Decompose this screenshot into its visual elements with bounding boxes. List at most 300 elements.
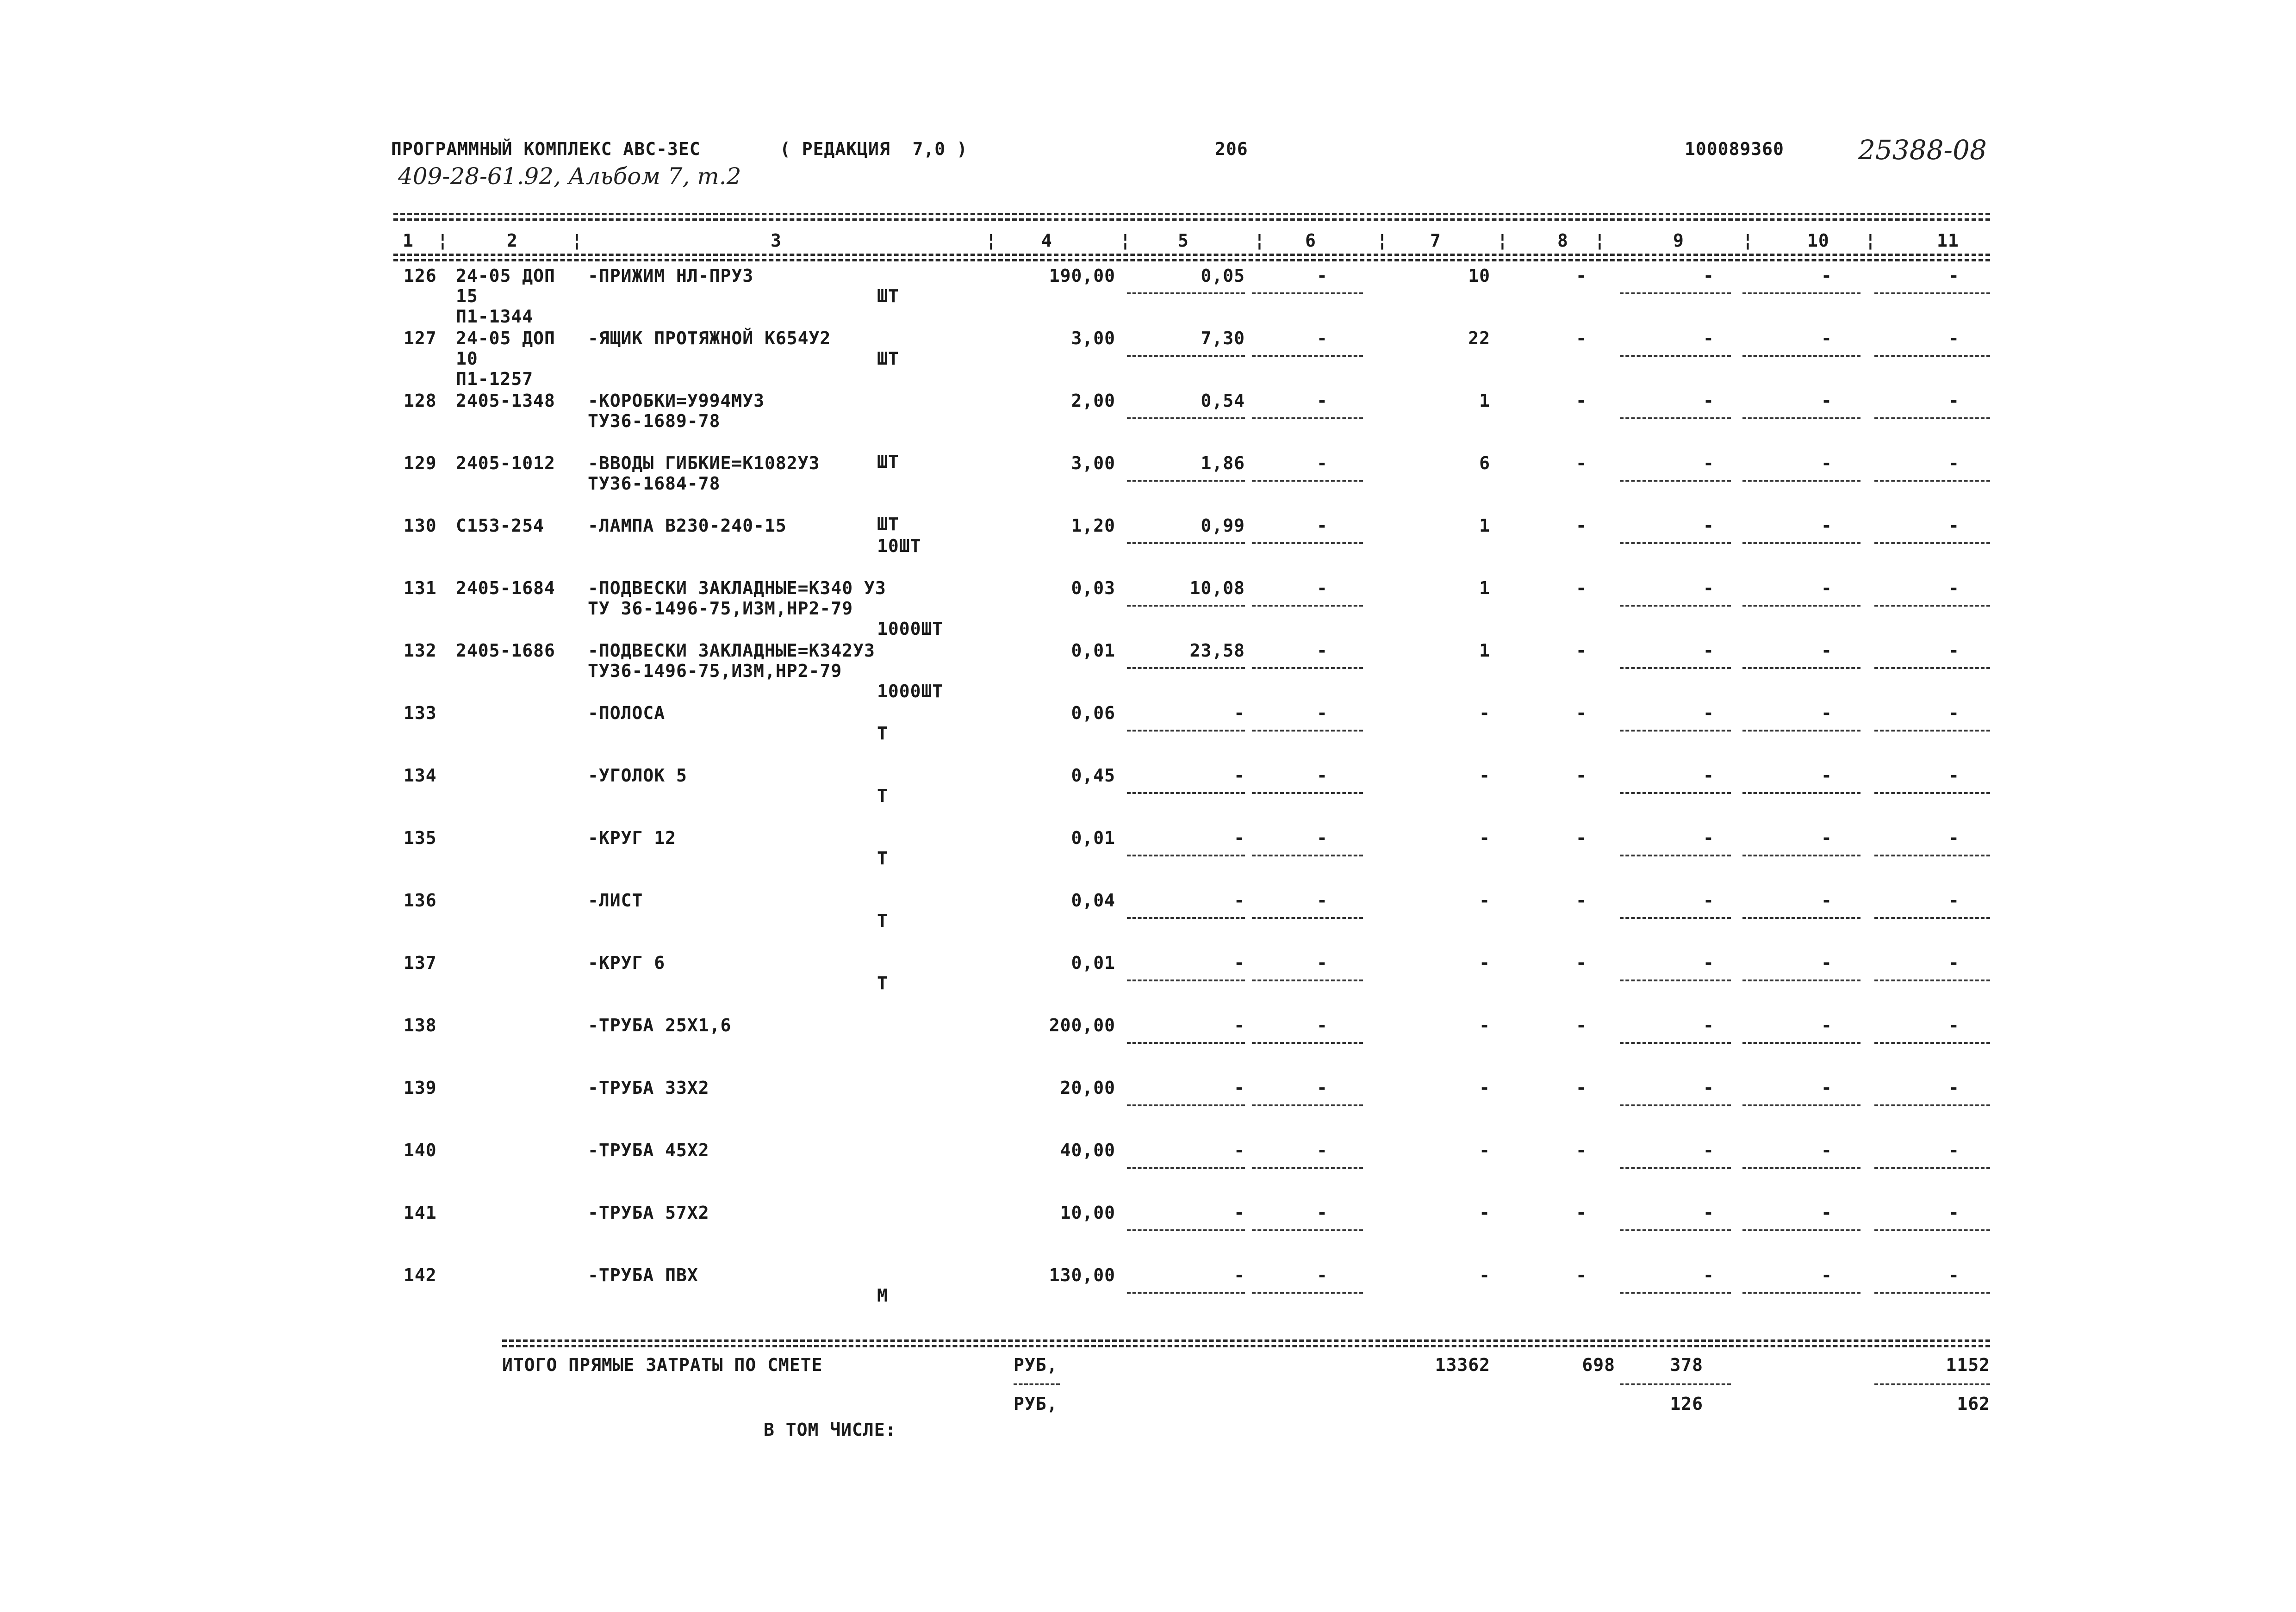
column-separator: ¦: [1594, 230, 1605, 251]
totals-subrule-9: [1620, 1383, 1731, 1385]
col-7-value: -: [1479, 1140, 1490, 1160]
row-rule-col9: [1620, 1104, 1731, 1106]
quantity: 3,00: [1071, 453, 1115, 473]
col-6-value: -: [1317, 828, 1328, 848]
col-10-value: -: [1821, 328, 1832, 348]
col-11-value: -: [1948, 578, 1960, 598]
col-10-value: -: [1821, 890, 1832, 911]
col-7-value: 1: [1479, 640, 1490, 661]
col-10-value: -: [1821, 453, 1832, 473]
row-rule-price: [1127, 730, 1245, 732]
row-rule-col9: [1620, 292, 1731, 294]
row-rule-col10: [1742, 292, 1860, 294]
col-7-value: 10: [1468, 266, 1490, 286]
resource-code: 2405-1684: [456, 578, 555, 598]
row-rule-col11: [1874, 792, 1990, 794]
page-number: 206: [1215, 139, 1248, 159]
quantity: 0,04: [1071, 890, 1115, 911]
unit-price: 0,54: [1201, 391, 1245, 411]
col-11-value: -: [1948, 328, 1960, 348]
col-7-value: -: [1479, 1203, 1490, 1223]
col-6-value: -: [1317, 328, 1328, 348]
resource-code: 15: [456, 286, 478, 306]
quantity: 10,00: [1060, 1203, 1115, 1223]
resource-code: С153-254: [456, 515, 545, 536]
row-rule-col6: [1252, 667, 1363, 669]
row-rule-price: [1127, 480, 1245, 482]
col-7-value: 1: [1479, 391, 1490, 411]
col-8-value: -: [1576, 765, 1587, 786]
col-11-value: -: [1948, 1015, 1960, 1035]
col-9-value: -: [1703, 1140, 1714, 1160]
col-6-value: -: [1317, 578, 1328, 598]
resource-name: -ЛАМПА В230-240-15: [588, 515, 787, 536]
row-rule-price: [1127, 355, 1245, 357]
col-6-value: -: [1317, 890, 1328, 911]
unit-of-measure: Т: [877, 911, 888, 931]
column-header-11: 11: [1937, 230, 1959, 251]
row-rule-col10: [1742, 1292, 1860, 1294]
quantity: 3,00: [1071, 328, 1115, 348]
resource-name: -КОРОБКИ=У994МУ3: [588, 391, 765, 411]
resource-name: ТУ36-1684-78: [588, 473, 721, 494]
col-10-value: -: [1821, 953, 1832, 973]
col-11-value: -: [1948, 765, 1960, 786]
col-6-value: -: [1317, 1203, 1328, 1223]
col-9-value: -: [1703, 828, 1714, 848]
resource-code: П1-1257: [456, 369, 534, 389]
unit-price: -: [1234, 1078, 1245, 1098]
col-8-value: -: [1576, 266, 1587, 286]
column-separator: ¦: [1497, 230, 1508, 251]
col-10-value: -: [1821, 1265, 1832, 1285]
row-rule-col10: [1742, 730, 1860, 732]
resource-name: -ЛИСТ: [588, 890, 643, 911]
row-rule-col11: [1874, 1167, 1990, 1169]
col-10-value: -: [1821, 266, 1832, 286]
column-header-1: 1: [403, 230, 414, 251]
row-rule-col10: [1742, 417, 1860, 419]
row-rule-col11: [1874, 855, 1990, 856]
column-header-8: 8: [1557, 230, 1568, 251]
col-6-value: -: [1317, 1265, 1328, 1285]
unit-of-measure: ШТ: [877, 514, 899, 534]
unit-of-measure: 1000ШТ: [877, 681, 944, 701]
col-10-value: -: [1821, 391, 1832, 411]
unit-price: 0,05: [1201, 266, 1245, 286]
col-8-value: -: [1576, 1015, 1587, 1035]
col-8-value: -: [1576, 1078, 1587, 1098]
unit-price: -: [1234, 1140, 1245, 1160]
totals-subrule-unit: [1014, 1383, 1060, 1385]
quantity: 20,00: [1060, 1078, 1115, 1098]
totals-col-7: 13362: [1435, 1355, 1490, 1375]
column-header-2: 2: [507, 230, 518, 251]
resource-name: -ВВОДЫ ГИБКИЕ=К1082У3: [588, 453, 820, 473]
unit-of-measure: Т: [877, 786, 888, 806]
col-6-value: -: [1317, 703, 1328, 723]
column-separator: ¦: [1865, 230, 1876, 251]
col-11-value: -: [1948, 1265, 1960, 1285]
row-rule-col10: [1742, 480, 1860, 482]
row-rule-col6: [1252, 605, 1363, 607]
row-rule-col9: [1620, 542, 1731, 544]
col-10-value: -: [1821, 1078, 1832, 1098]
row-number: 131: [404, 578, 437, 598]
unit-of-measure: ШТ: [877, 452, 899, 472]
quantity: 200,00: [1049, 1015, 1115, 1035]
unit-of-measure: ШТ: [877, 348, 899, 369]
quantity: 130,00: [1049, 1265, 1115, 1285]
row-rule-price: [1127, 417, 1245, 419]
row-rule-price: [1127, 1167, 1245, 1169]
row-rule-col11: [1874, 1292, 1990, 1294]
row-rule-col9: [1620, 417, 1731, 419]
col-6-value: -: [1317, 1015, 1328, 1035]
row-rule-col11: [1874, 1104, 1990, 1106]
col-7-value: -: [1479, 1265, 1490, 1285]
row-rule-col10: [1742, 855, 1860, 856]
quantity: 0,01: [1071, 828, 1115, 848]
row-rule-price: [1127, 980, 1245, 981]
unit-price: 0,99: [1201, 515, 1245, 536]
column-separator: ¦: [1742, 230, 1754, 251]
row-rule-col9: [1620, 1292, 1731, 1294]
col-7-value: -: [1479, 890, 1490, 911]
totals-label: ИТОГО ПРЯМЫЕ ЗАТРАТЫ ПО СМЕТЕ: [502, 1355, 823, 1375]
row-number: 140: [404, 1140, 437, 1160]
col-7-value: -: [1479, 953, 1490, 973]
col-9-value: -: [1703, 328, 1714, 348]
edition-label: ( РЕДАКЦИЯ 7,0 ): [780, 139, 968, 159]
row-rule-col9: [1620, 605, 1731, 607]
resource-code: 10: [456, 348, 478, 369]
col-9-value: -: [1703, 515, 1714, 536]
totals-rule-2: [502, 1345, 1990, 1347]
row-rule-col6: [1252, 1229, 1363, 1231]
document-code: 100089360: [1685, 139, 1784, 159]
col-10-value: -: [1821, 828, 1832, 848]
col-7-value: 1: [1479, 578, 1490, 598]
row-rule-col9: [1620, 667, 1731, 669]
col-11-value: -: [1948, 640, 1960, 661]
row-rule-col6: [1252, 792, 1363, 794]
row-rule-price: [1127, 1042, 1245, 1044]
col-9-value: -: [1703, 765, 1714, 786]
totals-unit-1: РУБ,: [1014, 1355, 1058, 1375]
row-rule-col6: [1252, 980, 1363, 981]
header-bottom-rule-2: [393, 259, 1990, 261]
unit-price: -: [1234, 1015, 1245, 1035]
col-8-value: -: [1576, 890, 1587, 911]
quantity: 40,00: [1060, 1140, 1115, 1160]
col-7-value: -: [1479, 1078, 1490, 1098]
row-rule-col10: [1742, 1042, 1860, 1044]
col-11-value: -: [1948, 828, 1960, 848]
row-rule-price: [1127, 1229, 1245, 1231]
resource-name: -КРУГ 6: [588, 953, 666, 973]
row-rule-col6: [1252, 730, 1363, 732]
row-number: 128: [404, 391, 437, 411]
col-10-value: -: [1821, 1015, 1832, 1035]
totals-col-8: 698: [1582, 1355, 1615, 1375]
row-rule-col10: [1742, 605, 1860, 607]
row-rule-col10: [1742, 542, 1860, 544]
col-9-value: -: [1703, 703, 1714, 723]
row-number: 142: [404, 1265, 437, 1285]
col-11-value: -: [1948, 266, 1960, 286]
col-8-value: -: [1576, 953, 1587, 973]
row-rule-col6: [1252, 542, 1363, 544]
row-rule-col10: [1742, 355, 1860, 357]
col-8-value: -: [1576, 828, 1587, 848]
header-top-rule: [393, 213, 1990, 215]
row-rule-col9: [1620, 1042, 1731, 1044]
col-8-value: -: [1576, 1203, 1587, 1223]
row-number: 135: [404, 828, 437, 848]
totals-rule: [502, 1339, 1990, 1342]
resource-name: ТУ 36-1496-75,ИЗМ,НР2-79: [588, 598, 853, 619]
row-number: 136: [404, 890, 437, 911]
col-9-value: -: [1703, 1078, 1714, 1098]
row-rule-col9: [1620, 355, 1731, 357]
row-number: 138: [404, 1015, 437, 1035]
col-9-value: -: [1703, 953, 1714, 973]
row-rule-col10: [1742, 792, 1860, 794]
resource-name: -КРУГ 12: [588, 828, 677, 848]
col-7-value: -: [1479, 828, 1490, 848]
row-rule-price: [1127, 855, 1245, 856]
row-rule-col6: [1252, 1167, 1363, 1169]
row-rule-col9: [1620, 792, 1731, 794]
col-9-value: -: [1703, 578, 1714, 598]
unit-price: 1,86: [1201, 453, 1245, 473]
col-7-value: 6: [1479, 453, 1490, 473]
col-9-value: -: [1703, 453, 1714, 473]
row-rule-col6: [1252, 417, 1363, 419]
resource-name: -ТРУБА 25Х1,6: [588, 1015, 732, 1035]
unit-of-measure: Т: [877, 848, 888, 868]
col-9-value: -: [1703, 1203, 1714, 1223]
col-9-value: -: [1703, 890, 1714, 911]
row-rule-col11: [1874, 667, 1990, 669]
unit-price: -: [1234, 1265, 1245, 1285]
totals-col-11: 1152: [1946, 1355, 1990, 1375]
row-rule-col9: [1620, 980, 1731, 981]
row-rule-col11: [1874, 292, 1990, 294]
col-7-value: -: [1479, 765, 1490, 786]
resource-code: 2405-1348: [456, 391, 555, 411]
column-header-3: 3: [771, 230, 782, 251]
column-separator: ¦: [437, 230, 448, 251]
row-rule-col6: [1252, 1104, 1363, 1106]
resource-name: -ПОЛОСА: [588, 703, 666, 723]
unit-price: -: [1234, 1203, 1245, 1223]
row-rule-col9: [1620, 917, 1731, 919]
col-6-value: -: [1317, 640, 1328, 661]
row-rule-col11: [1874, 980, 1990, 981]
row-number: 127: [404, 328, 437, 348]
row-rule-col10: [1742, 667, 1860, 669]
totals-col-9: 378: [1670, 1355, 1703, 1375]
row-rule-col10: [1742, 1167, 1860, 1169]
row-rule-col9: [1620, 1167, 1731, 1169]
col-9-value: -: [1703, 640, 1714, 661]
totals-col-9-second: 126: [1670, 1394, 1703, 1414]
row-rule-col11: [1874, 917, 1990, 919]
col-7-value: -: [1479, 703, 1490, 723]
row-rule-col10: [1742, 1104, 1860, 1106]
quantity: 190,00: [1049, 266, 1115, 286]
row-rule-col6: [1252, 480, 1363, 482]
row-rule-price: [1127, 292, 1245, 294]
row-rule-col9: [1620, 480, 1731, 482]
col-10-value: -: [1821, 640, 1832, 661]
row-rule-col11: [1874, 480, 1990, 482]
column-header-4: 4: [1041, 230, 1052, 251]
column-separator: ¦: [572, 230, 583, 251]
col-10-value: -: [1821, 703, 1832, 723]
row-rule-col11: [1874, 1042, 1990, 1044]
col-6-value: -: [1317, 1140, 1328, 1160]
resource-name: -ТРУБА 33Х2: [588, 1078, 709, 1098]
resource-name: -ПРИЖИМ НЛ-ПРУЗ: [588, 266, 754, 286]
handwritten-stamp: 25388-08: [1858, 134, 1987, 166]
row-number: 129: [404, 453, 437, 473]
col-10-value: -: [1821, 1140, 1832, 1160]
column-header-9: 9: [1673, 230, 1684, 251]
col-10-value: -: [1821, 1203, 1832, 1223]
col-10-value: -: [1821, 578, 1832, 598]
unit-of-measure: Т: [877, 723, 888, 744]
row-number: 130: [404, 515, 437, 536]
col-8-value: -: [1576, 515, 1587, 536]
col-8-value: -: [1576, 1140, 1587, 1160]
resource-code: 2405-1686: [456, 640, 555, 661]
resource-name: -ТРУБА 45Х2: [588, 1140, 709, 1160]
col-8-value: -: [1576, 453, 1587, 473]
quantity: 0,45: [1071, 765, 1115, 786]
quantity: 0,01: [1071, 640, 1115, 661]
unit-price: 23,58: [1189, 640, 1245, 661]
resource-name: -ПОДВЕСКИ ЗАКЛАДНЫЕ=К340 У3: [588, 578, 886, 598]
header-bottom-rule: [393, 254, 1990, 256]
col-8-value: -: [1576, 328, 1587, 348]
row-rule-col11: [1874, 730, 1990, 732]
including-label: В ТОМ ЧИСЛЕ:: [764, 1420, 896, 1440]
row-number: 139: [404, 1078, 437, 1098]
header-top-rule-2: [393, 218, 1990, 221]
col-7-value: 22: [1468, 328, 1490, 348]
quantity: 1,20: [1071, 515, 1115, 536]
handwritten-note: 409-28-61.92, Альбом 7, т.2: [398, 163, 741, 190]
row-number: 132: [404, 640, 437, 661]
row-rule-price: [1127, 542, 1245, 544]
unit-price: -: [1234, 703, 1245, 723]
row-rule-col11: [1874, 1229, 1990, 1231]
resource-name: -УГОЛОК 5: [588, 765, 687, 786]
row-rule-col10: [1742, 917, 1860, 919]
unit-of-measure: Т: [877, 973, 888, 993]
unit-of-measure: ШТ: [877, 286, 899, 306]
quantity: 0,01: [1071, 953, 1115, 973]
resource-code: 24-05 ДОП: [456, 328, 555, 348]
resource-name: -ТРУБА 57Х2: [588, 1203, 709, 1223]
row-rule-col9: [1620, 855, 1731, 856]
quantity: 0,06: [1071, 703, 1115, 723]
row-number: 134: [404, 765, 437, 786]
column-header-6: 6: [1305, 230, 1316, 251]
col-6-value: -: [1317, 953, 1328, 973]
column-separator: ¦: [1254, 230, 1265, 251]
resource-code: П1-1344: [456, 306, 534, 327]
col-8-value: -: [1576, 640, 1587, 661]
row-rule-price: [1127, 917, 1245, 919]
resource-name: -ТРУБА ПВХ: [588, 1265, 698, 1285]
column-header-7: 7: [1430, 230, 1441, 251]
col-8-value: -: [1576, 391, 1587, 411]
col-8-value: -: [1576, 1265, 1587, 1285]
resource-name: -ЯЩИК ПРОТЯЖНОЙ К654У2: [588, 328, 831, 348]
col-11-value: -: [1948, 890, 1960, 911]
row-rule-price: [1127, 667, 1245, 669]
col-9-value: -: [1703, 1265, 1714, 1285]
column-header-5: 5: [1178, 230, 1189, 251]
resource-name: ТУ36-1496-75,ИЗМ,НР2-79: [588, 661, 842, 681]
unit-price: -: [1234, 953, 1245, 973]
row-rule-price: [1127, 1292, 1245, 1294]
col-11-value: -: [1948, 453, 1960, 473]
row-rule-price: [1127, 1104, 1245, 1106]
col-6-value: -: [1317, 453, 1328, 473]
col-9-value: -: [1703, 266, 1714, 286]
row-rule-col11: [1874, 605, 1990, 607]
col-11-value: -: [1948, 1140, 1960, 1160]
resource-name: -ПОДВЕСКИ ЗАКЛАДНЫЕ=К342У3: [588, 640, 875, 661]
column-separator: ¦: [1377, 230, 1388, 251]
col-11-value: -: [1948, 1078, 1960, 1098]
unit-of-measure: 10ШТ: [877, 536, 921, 556]
col-11-value: -: [1948, 1203, 1960, 1223]
row-rule-col10: [1742, 1229, 1860, 1231]
resource-code: 24-05 ДОП: [456, 266, 555, 286]
unit-of-measure: М: [877, 1285, 888, 1306]
column-separator: ¦: [986, 230, 997, 251]
col-7-value: 1: [1479, 515, 1490, 536]
unit-price: 10,08: [1189, 578, 1245, 598]
col-11-value: -: [1948, 391, 1960, 411]
col-7-value: -: [1479, 1015, 1490, 1035]
totals-col-11-second: 162: [1957, 1394, 1990, 1414]
col-8-value: -: [1576, 703, 1587, 723]
col-6-value: -: [1317, 1078, 1328, 1098]
col-11-value: -: [1948, 953, 1960, 973]
row-rule-col11: [1874, 355, 1990, 357]
quantity: 0,03: [1071, 578, 1115, 598]
col-6-value: -: [1317, 266, 1328, 286]
row-rule-col11: [1874, 417, 1990, 419]
col-9-value: -: [1703, 391, 1714, 411]
row-number: 137: [404, 953, 437, 973]
row-rule-col11: [1874, 542, 1990, 544]
row-number: 141: [404, 1203, 437, 1223]
row-rule-col9: [1620, 1229, 1731, 1231]
resource-code: 2405-1012: [456, 453, 555, 473]
row-rule-price: [1127, 792, 1245, 794]
col-10-value: -: [1821, 515, 1832, 536]
row-number: 133: [404, 703, 437, 723]
col-10-value: -: [1821, 765, 1832, 786]
